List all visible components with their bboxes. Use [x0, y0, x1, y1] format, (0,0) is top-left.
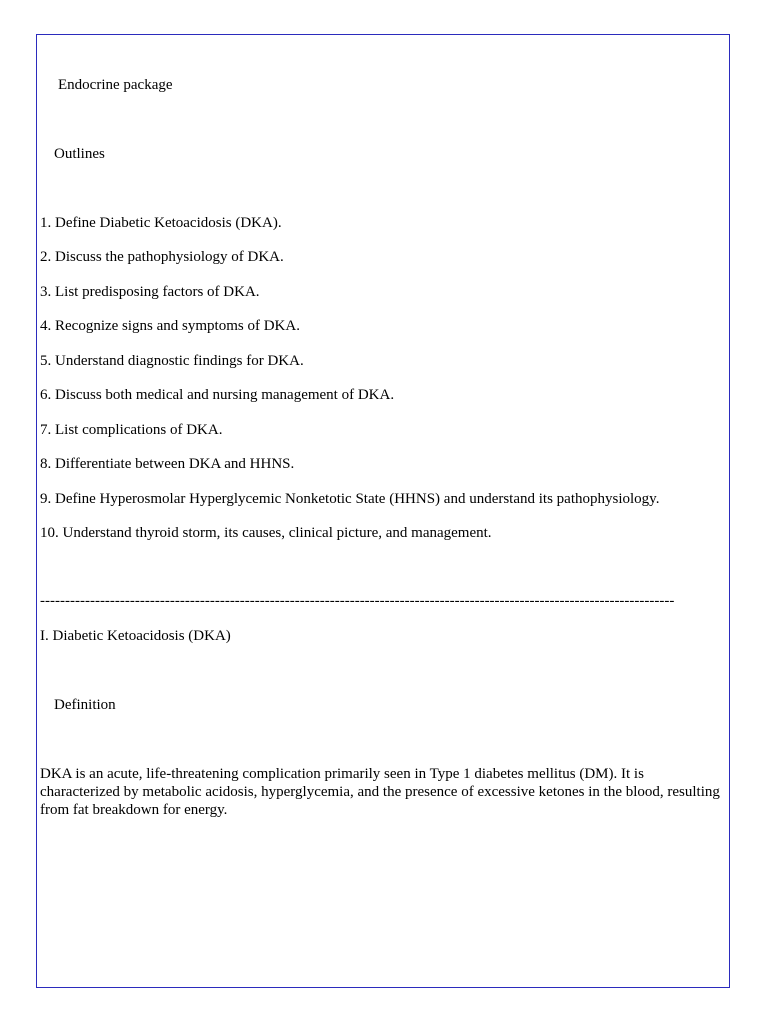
section-heading: I. Diabetic Ketoacidosis (DKA) — [40, 628, 231, 644]
outline-item: 5. Understand diagnostic findings for DKA. — [40, 353, 304, 369]
definition-paragraph: DKA is an acute, life-threatening complication primarily seen in Type 1 diabetes mellitus (DM). It is characterized by metabolic acidosis, hyperglycemia, and the presence of excessive ketones in the blood, resulting from fat breakdown for energy. — [40, 766, 720, 818]
document-title: Endocrine package — [58, 77, 173, 93]
definition-heading: Definition — [54, 697, 116, 713]
outline-item: 4. Recognize signs and symptoms of DKA. — [40, 318, 300, 334]
section-divider: ------------------------------------------------------------------------------------------------------------------------------- — [40, 593, 675, 609]
outline-item: 2. Discuss the pathophysiology of DKA. — [40, 249, 284, 265]
outlines-heading-line — [40, 145, 105, 163]
outline-item: 1. Define Diabetic Ketoacidosis (DKA). — [40, 215, 282, 231]
outline-item: 7. List complications of DKA. — [40, 422, 223, 438]
document-title-line — [40, 76, 191, 94]
outline-item: 8. Differentiate between DKA and HHNS. — [40, 456, 295, 472]
outline-item: 6. Discuss both medical and nursing management of DKA. — [40, 387, 395, 403]
outlines-heading: Outlines — [54, 146, 105, 162]
definition-heading-line — [40, 696, 116, 714]
outline-item: 9. Define Hyperosmolar Hyperglycemic Nonketotic State (HHNS) and understand its pathophysiology. — [40, 491, 660, 507]
outline-item: 10. Understand thyroid storm, its causes, clinical picture, and management. — [40, 525, 492, 541]
page-frame — [36, 34, 730, 988]
outline-item: 3. List predisposing factors of DKA. — [40, 284, 260, 300]
